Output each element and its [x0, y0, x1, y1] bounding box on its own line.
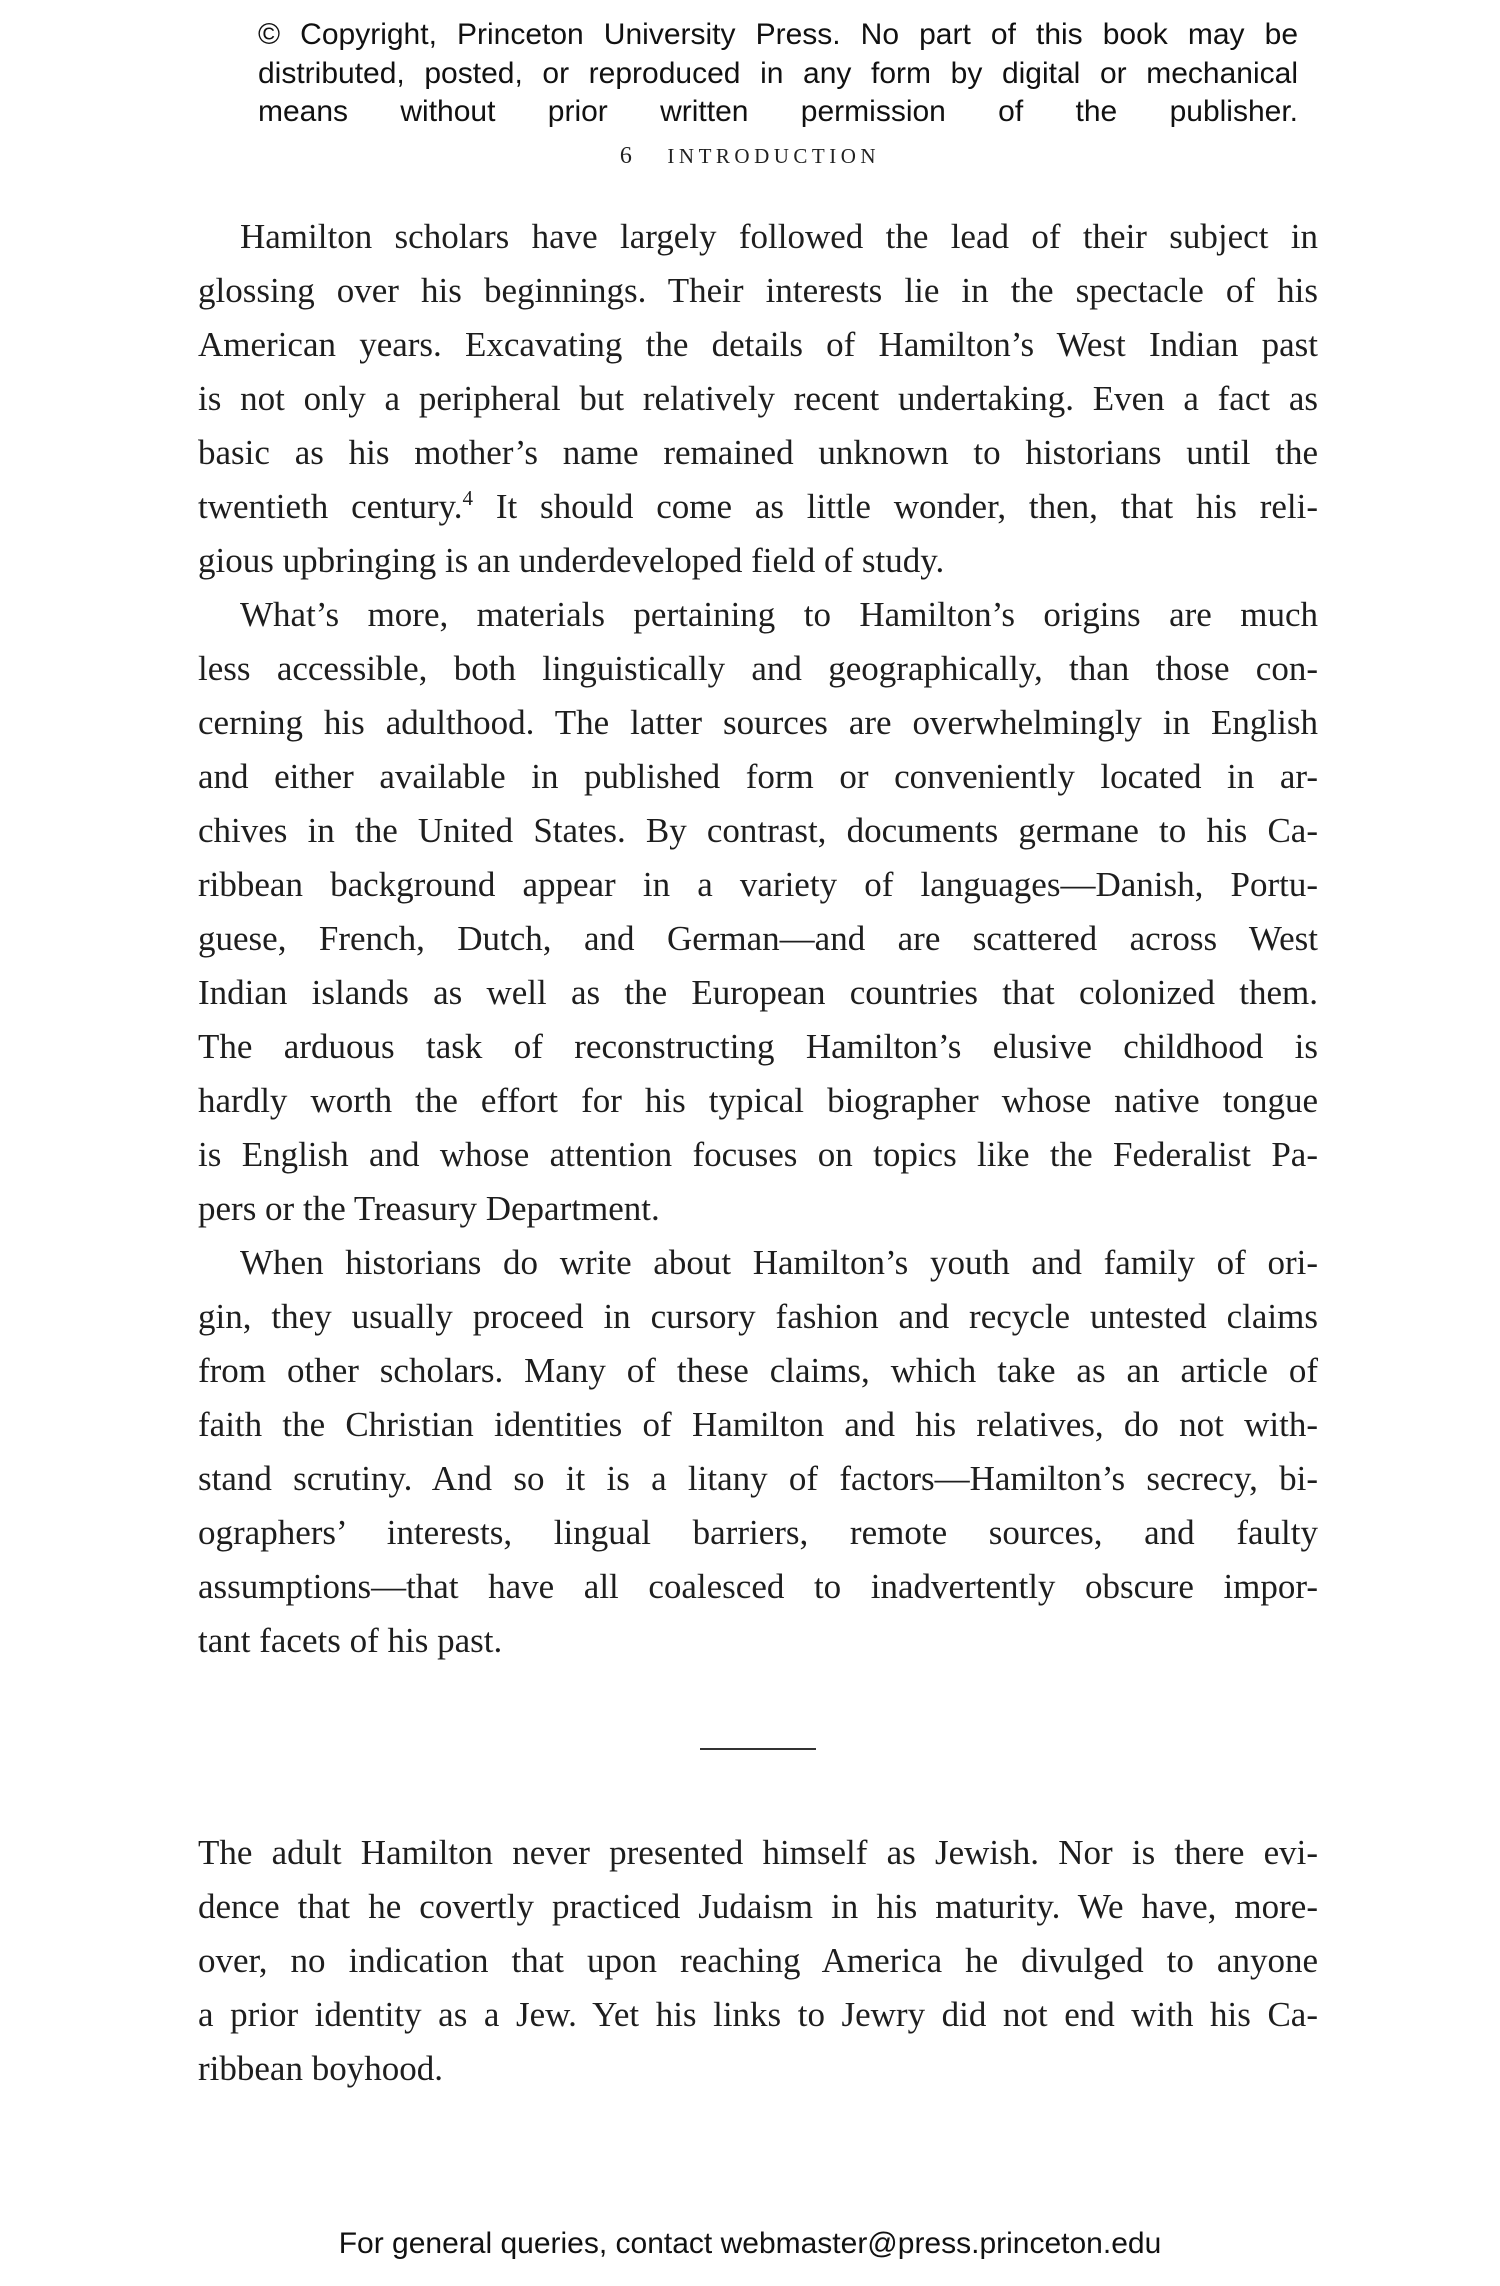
text-line: The arduous task of reconstructing Hamilton’s elusive childhood is	[198, 1027, 1318, 1066]
text-line: ribbean background appear in a variety of languages—Danish, Portu-	[198, 865, 1318, 904]
text-line-with-footnote	[198, 480, 1318, 534]
text-line: from other scholars. Many of these claims, which take as an article of	[198, 1351, 1318, 1390]
text-line: glossing over his beginnings. Their interests lie in the spectacle of his	[198, 271, 1318, 310]
text-line: over, no indication that upon reaching America he divulged to anyone	[198, 1941, 1318, 1980]
text-line: less accessible, both linguistically and geographically, than those con-	[198, 649, 1318, 688]
text-line: assumptions—that have all coalesced to inadvertently obscure impor-	[198, 1567, 1318, 1606]
text-line: Indian islands as well as the European countries that colonized them.	[198, 973, 1318, 1012]
footnote-marker[interactable]: 4	[462, 486, 473, 510]
text-line: dence that he covertly practiced Judaism in his maturity. We have, more-	[198, 1887, 1318, 1926]
text-line: pers or the Treasury Department.	[198, 1189, 660, 1228]
text-line: is not only a peripheral but relatively recent undertaking. Even a fact as	[198, 379, 1318, 418]
paragraph-2	[198, 588, 1318, 1236]
copyright-line: means without prior written permission of the publisher.	[258, 95, 1298, 128]
copyright-line: © Copyright, Princeton University Press. No part of this book may be	[258, 18, 1298, 51]
text-line: faith the Christian identities of Hamilton and his relatives, do not with-	[198, 1405, 1318, 1444]
text-line: a prior identity as a Jew. Yet his links to Jewry did not end with his Ca-	[198, 1995, 1318, 2034]
text-line: The adult Hamilton never presented himself as Jewish. Nor is there evi-	[198, 1833, 1318, 1872]
footer-contact: For general queries, contact webmaster@press.princeton.edu	[338, 2227, 1162, 2260]
text-line: guese, French, Dutch, and German—and are scattered across West	[198, 919, 1318, 958]
text-line: tant facets of his past.	[198, 1621, 503, 1660]
section-text	[198, 1826, 1318, 2096]
text-line: American years. Excavating the details of Hamilton’s West Indian past	[198, 325, 1318, 364]
running-head	[0, 141, 1500, 171]
text-line: ographers’ interests, lingual barriers, remote sources, and faulty	[198, 1513, 1318, 1552]
text-line: ribbean boyhood.	[198, 2049, 443, 2088]
text-line: Hamilton scholars have largely followed the lead of their subject in	[240, 217, 1318, 256]
text-line: When historians do write about Hamilton’s youth and family of ori-	[240, 1243, 1318, 1282]
paragraph-3	[198, 1236, 1318, 1668]
paragraph-1	[198, 210, 1318, 588]
text-line: gin, they usually proceed in cursory fashion and recycle untested claims	[198, 1297, 1318, 1336]
text-line: What’s more, materials pertaining to Hamilton’s origins are much	[240, 595, 1318, 634]
section-divider	[700, 1748, 816, 1750]
text-line: hardly worth the effort for his typical biographer whose native tongue	[198, 1081, 1318, 1120]
text-line: gious upbringing is an underdeveloped field of study.	[198, 541, 945, 580]
text-fragment: twentieth century.	[198, 487, 463, 526]
text-line: is English and whose attention focuses on topics like the Federalist Pa-	[198, 1135, 1318, 1174]
text-line: chives in the United States. By contrast, documents germane to his Ca-	[198, 811, 1318, 850]
copyright-line: distributed, posted, or reproduced in any form by digital or mechanical	[258, 56, 1298, 90]
paragraph-4	[198, 1826, 1318, 2096]
main-text	[198, 210, 1318, 1668]
text-line: basic as his mother’s name remained unknown to historians until the	[198, 433, 1318, 472]
page-number: 6	[619, 143, 632, 169]
section-title: INTRODUCTION	[667, 144, 881, 168]
text-fragment: It should come as little wonder, then, that his reli-	[495, 487, 1319, 526]
text-line: stand scrutiny. And so it is a litany of factors—Hamilton’s secrecy, bi-	[198, 1459, 1318, 1498]
copyright-notice	[258, 16, 1298, 132]
text-line: cerning his adulthood. The latter sources are overwhelmingly in English	[198, 703, 1318, 742]
text-line: and either available in published form or conveniently located in ar-	[198, 757, 1318, 796]
